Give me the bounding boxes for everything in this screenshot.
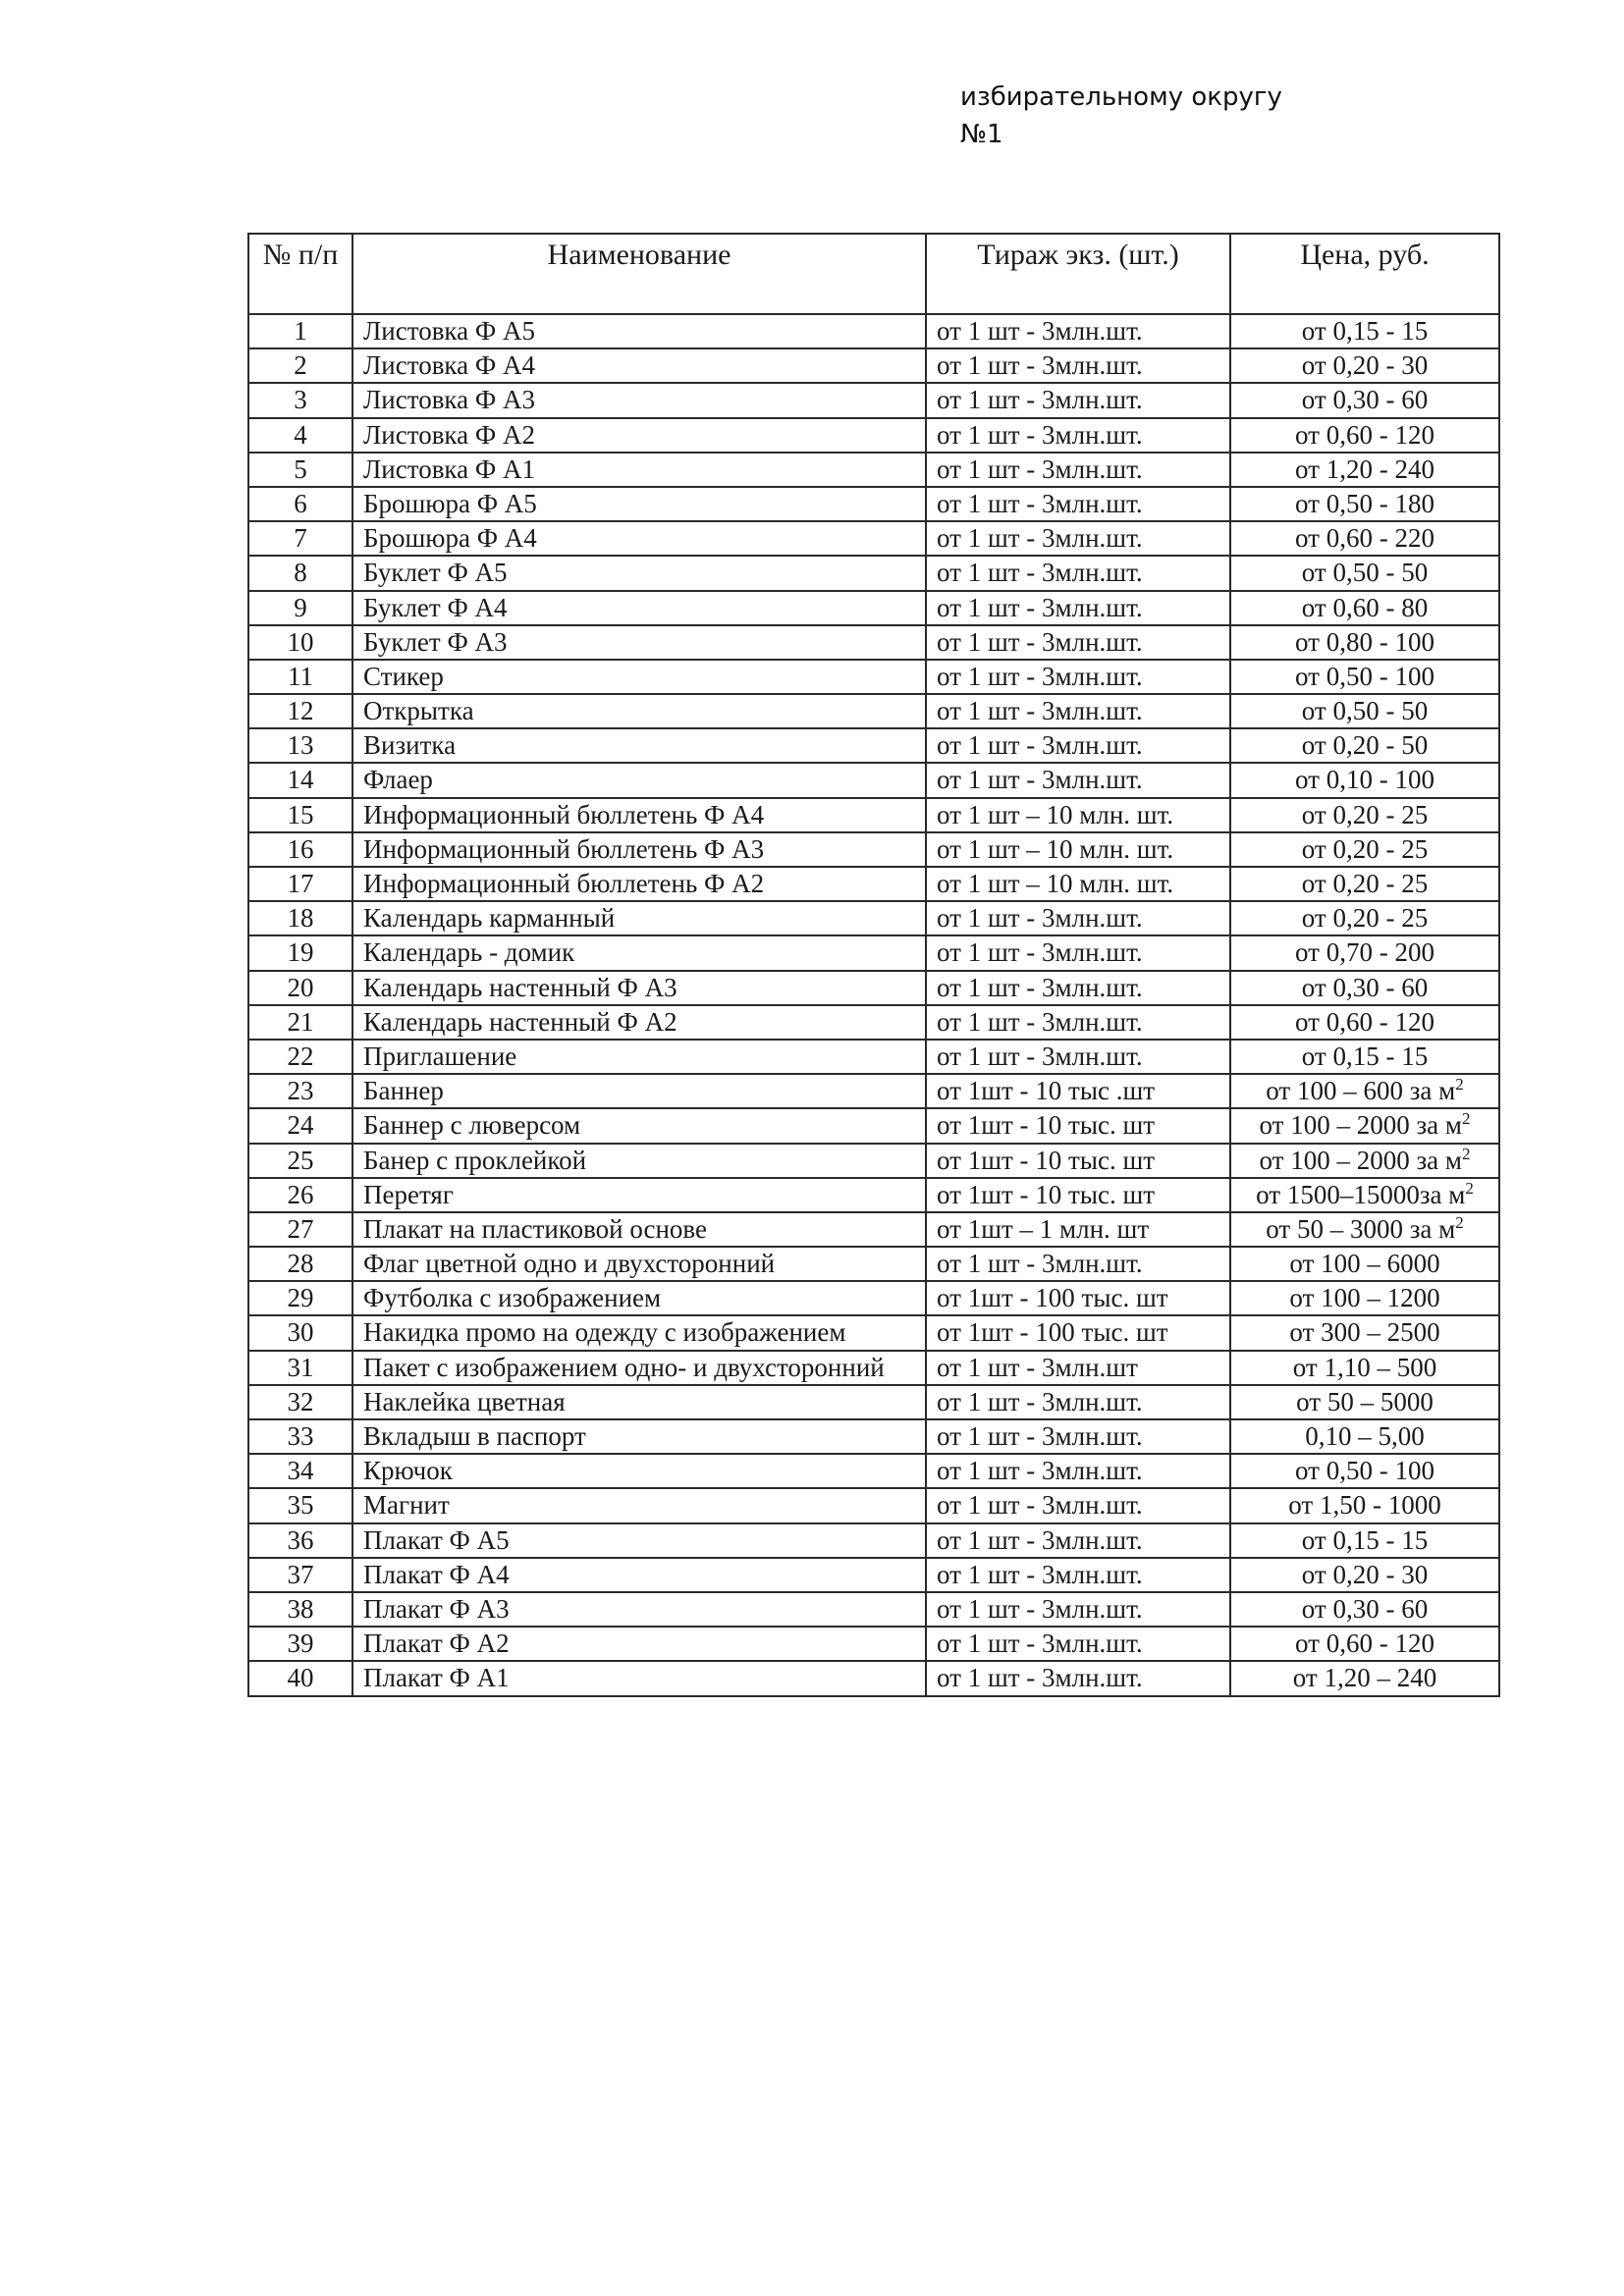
cell-price-text: от 100 – 2000 за м (1259, 1110, 1462, 1141)
cell-price: от 1,10 – 500 (1230, 1351, 1499, 1385)
cell-price: от 0,20 - 30 (1230, 1558, 1499, 1592)
unit-superscript: 2 (1465, 1178, 1474, 1198)
cell-price: от 0,60 - 120 (1230, 1005, 1499, 1040)
cell-num: 17 (248, 867, 352, 901)
table-row (248, 728, 1499, 763)
table-row (248, 971, 1499, 1005)
cell-name: Стикер (352, 660, 926, 694)
cell-price-text: от 100 – 2000 за м (1259, 1145, 1462, 1175)
table-row (248, 314, 1499, 348)
table-row (248, 1627, 1499, 1661)
cell-name: Магнит (352, 1488, 926, 1522)
table-row (248, 1005, 1499, 1040)
table-row (248, 1351, 1499, 1385)
table-row (248, 521, 1499, 556)
table-row (248, 1074, 1499, 1108)
cell-price-text: от 50 – 3000 за м (1266, 1213, 1456, 1244)
cell-name: Информационный бюллетень Ф А2 (352, 867, 926, 901)
table-row (248, 1661, 1499, 1695)
price-table (247, 233, 1500, 1697)
cell-num: 21 (248, 1005, 352, 1040)
cell-num: 24 (248, 1108, 352, 1143)
cell-run: от 1шт - 10 тыс. шт (926, 1108, 1230, 1143)
column-header-num: № п/п (248, 234, 352, 314)
header-note-line2: №1 (960, 120, 1003, 149)
cell-price: от 1,20 – 240 (1230, 1661, 1499, 1695)
cell-run: от 1 шт - 3млн.шт. (926, 1247, 1230, 1281)
cell-num: 33 (248, 1419, 352, 1454)
cell-num: 23 (248, 1074, 352, 1108)
table-row (248, 901, 1499, 935)
cell-run: от 1 шт - 3млн.шт. (926, 556, 1230, 590)
cell-run: от 1 шт - 3млн.шт. (926, 901, 1230, 935)
cell-run: от 1шт - 100 тыс. шт (926, 1315, 1230, 1350)
cell-num: 15 (248, 798, 352, 832)
cell-run: от 1 шт - 3млн.шт. (926, 728, 1230, 763)
table-row (248, 1108, 1499, 1143)
cell-name: Накидка промо на одежду с изображением (352, 1315, 926, 1350)
cell-price: от 100 – 1200 (1230, 1281, 1499, 1315)
cell-num: 30 (248, 1315, 352, 1350)
cell-run: от 1шт - 100 тыс. шт (926, 1281, 1230, 1315)
cell-num: 38 (248, 1592, 352, 1627)
cell-price: от 1,20 - 240 (1230, 453, 1499, 487)
table-body (248, 314, 1499, 1696)
header-note-line1: избирательному округу (960, 82, 1282, 112)
cell-num: 26 (248, 1178, 352, 1212)
table-row (248, 1592, 1499, 1627)
cell-run: от 1шт - 10 тыс. шт (926, 1144, 1230, 1178)
cell-num: 7 (248, 521, 352, 556)
cell-run: от 1 шт - 3млн.шт. (926, 521, 1230, 556)
cell-price (1230, 1108, 1499, 1143)
table-row (248, 1454, 1499, 1488)
cell-name: Листовка Ф А1 (352, 453, 926, 487)
cell-price: от 0,20 - 50 (1230, 728, 1499, 763)
cell-run: от 1 шт – 10 млн. шт. (926, 832, 1230, 867)
cell-run: от 1 шт – 10 млн. шт. (926, 798, 1230, 832)
cell-num: 39 (248, 1627, 352, 1661)
cell-name: Календарь карманный (352, 901, 926, 935)
cell-run: от 1 шт - 3млн.шт. (926, 1488, 1230, 1522)
table-row (248, 867, 1499, 901)
cell-price: от 0,50 - 100 (1230, 660, 1499, 694)
cell-price-text: от 100 – 600 за м (1266, 1076, 1456, 1106)
cell-price (1230, 1144, 1499, 1178)
cell-price (1230, 1178, 1499, 1212)
cell-name: Брошюра Ф А4 (352, 521, 926, 556)
cell-num: 16 (248, 832, 352, 867)
cell-price: от 0,50 - 50 (1230, 556, 1499, 590)
cell-price: от 0,60 - 120 (1230, 418, 1499, 453)
table-row (248, 625, 1499, 660)
cell-name: Футболка с изображением (352, 1281, 926, 1315)
table-row (248, 556, 1499, 590)
cell-run: от 1 шт - 3млн.шт. (926, 348, 1230, 383)
cell-name: Банер с проклейкой (352, 1144, 926, 1178)
cell-num: 13 (248, 728, 352, 763)
table-row (248, 1144, 1499, 1178)
cell-num: 1 (248, 314, 352, 348)
cell-name: Приглашение (352, 1040, 926, 1074)
column-header-price: Цена, руб. (1230, 234, 1499, 314)
cell-price: от 100 – 6000 (1230, 1247, 1499, 1281)
cell-num: 20 (248, 971, 352, 1005)
table-row (248, 660, 1499, 694)
cell-name: Флаг цветной одно и двухсторонний (352, 1247, 926, 1281)
cell-price: от 0,80 - 100 (1230, 625, 1499, 660)
cell-price: от 0,20 - 25 (1230, 867, 1499, 901)
table-row (248, 591, 1499, 625)
cell-name: Баннер (352, 1074, 926, 1108)
cell-price: от 0,10 - 100 (1230, 763, 1499, 797)
cell-name: Листовка Ф А3 (352, 383, 926, 417)
cell-run: от 1 шт - 3млн.шт. (926, 1005, 1230, 1040)
cell-run: от 1 шт - 3млн.шт. (926, 383, 1230, 417)
cell-run: от 1 шт - 3млн.шт. (926, 971, 1230, 1005)
cell-name: Баннер с люверсом (352, 1108, 926, 1143)
cell-price: от 0,15 - 15 (1230, 1040, 1499, 1074)
cell-name: Перетяг (352, 1178, 926, 1212)
cell-run: от 1 шт - 3млн.шт. (926, 591, 1230, 625)
table-row (248, 1281, 1499, 1315)
cell-num: 36 (248, 1523, 352, 1558)
table-row (248, 1212, 1499, 1247)
cell-price: от 0,15 - 15 (1230, 1523, 1499, 1558)
cell-price: от 0,30 - 60 (1230, 1592, 1499, 1627)
cell-num: 31 (248, 1351, 352, 1385)
cell-run: от 1 шт - 3млн.шт. (926, 1419, 1230, 1454)
cell-num: 3 (248, 383, 352, 417)
cell-price: от 0,15 - 15 (1230, 314, 1499, 348)
cell-num: 6 (248, 487, 352, 521)
cell-run: от 1 шт - 3млн.шт. (926, 625, 1230, 660)
cell-num: 18 (248, 901, 352, 935)
cell-name: Информационный бюллетень Ф А3 (352, 832, 926, 867)
cell-num: 4 (248, 418, 352, 453)
cell-price: 0,10 – 5,00 (1230, 1419, 1499, 1454)
cell-run: от 1 шт – 10 млн. шт. (926, 867, 1230, 901)
cell-name: Плакат Ф А5 (352, 1523, 926, 1558)
cell-name: Вкладыш в паспорт (352, 1419, 926, 1454)
cell-price: от 300 – 2500 (1230, 1315, 1499, 1350)
cell-num: 35 (248, 1488, 352, 1522)
cell-price: от 0,20 - 25 (1230, 901, 1499, 935)
cell-name: Плакат Ф А2 (352, 1627, 926, 1661)
cell-name: Информационный бюллетень Ф А4 (352, 798, 926, 832)
cell-price: от 0,60 - 120 (1230, 1627, 1499, 1661)
cell-run: от 1 шт - 3млн.шт. (926, 1661, 1230, 1695)
column-header-name: Наименование (352, 234, 926, 314)
cell-name: Листовка Ф А2 (352, 418, 926, 453)
table-row (248, 832, 1499, 867)
cell-name: Плакат на пластиковой основе (352, 1212, 926, 1247)
table-row (248, 348, 1499, 383)
cell-name: Листовка Ф А5 (352, 314, 926, 348)
table-row (248, 487, 1499, 521)
cell-name: Буклет Ф А3 (352, 625, 926, 660)
cell-price: от 0,60 - 80 (1230, 591, 1499, 625)
table-row (248, 1523, 1499, 1558)
unit-superscript: 2 (1455, 1212, 1464, 1232)
cell-price: от 0,70 - 200 (1230, 935, 1499, 970)
cell-num: 2 (248, 348, 352, 383)
cell-run: от 1 шт - 3млн.шт. (926, 1523, 1230, 1558)
cell-run: от 1 шт - 3млн.шт. (926, 1558, 1230, 1592)
cell-run: от 1 шт - 3млн.шт. (926, 487, 1230, 521)
cell-num: 8 (248, 556, 352, 590)
cell-price (1230, 1074, 1499, 1108)
table-row (248, 798, 1499, 832)
table-row (248, 1385, 1499, 1419)
table-header-row (248, 234, 1499, 314)
header-note (960, 79, 1282, 153)
cell-run: от 1шт - 10 тыс. шт (926, 1178, 1230, 1212)
cell-name: Визитка (352, 728, 926, 763)
cell-num: 11 (248, 660, 352, 694)
cell-run: от 1 шт - 3млн.шт. (926, 694, 1230, 728)
cell-num: 28 (248, 1247, 352, 1281)
cell-run: от 1 шт - 3млн.шт. (926, 314, 1230, 348)
table-row (248, 418, 1499, 453)
cell-num: 25 (248, 1144, 352, 1178)
cell-name: Буклет Ф А5 (352, 556, 926, 590)
cell-name: Крючок (352, 1454, 926, 1488)
cell-num: 19 (248, 935, 352, 970)
cell-run: от 1шт – 1 млн. шт (926, 1212, 1230, 1247)
cell-run: от 1 шт - 3млн.шт. (926, 660, 1230, 694)
table-row (248, 1558, 1499, 1592)
cell-price: от 1,50 - 1000 (1230, 1488, 1499, 1522)
cell-name: Плакат Ф А1 (352, 1661, 926, 1695)
cell-name: Открытка (352, 694, 926, 728)
cell-run: от 1 шт - 3млн.шт (926, 1351, 1230, 1385)
cell-run: от 1 шт - 3млн.шт. (926, 763, 1230, 797)
table-row (248, 453, 1499, 487)
cell-price: от 0,50 - 50 (1230, 694, 1499, 728)
cell-run: от 1 шт - 3млн.шт. (926, 1627, 1230, 1661)
cell-name: Календарь настенный Ф А2 (352, 1005, 926, 1040)
table-row (248, 383, 1499, 417)
unit-superscript: 2 (1461, 1144, 1471, 1163)
cell-name: Флаер (352, 763, 926, 797)
cell-price: от 0,30 - 60 (1230, 383, 1499, 417)
cell-run: от 1 шт - 3млн.шт. (926, 1592, 1230, 1627)
table-row (248, 694, 1499, 728)
cell-num: 40 (248, 1661, 352, 1695)
cell-price-text: от 1500–15000за м (1256, 1179, 1466, 1209)
cell-price: от 0,20 - 30 (1230, 348, 1499, 383)
cell-name: Брошюра Ф А5 (352, 487, 926, 521)
table-row (248, 1315, 1499, 1350)
cell-price: от 0,50 - 100 (1230, 1454, 1499, 1488)
cell-name: Календарь - домик (352, 935, 926, 970)
cell-num: 5 (248, 453, 352, 487)
table-row (248, 1178, 1499, 1212)
table-row (248, 1419, 1499, 1454)
cell-price: от 0,50 - 180 (1230, 487, 1499, 521)
table-row (248, 1247, 1499, 1281)
cell-price: от 0,20 - 25 (1230, 798, 1499, 832)
cell-run: от 1 шт - 3млн.шт. (926, 453, 1230, 487)
cell-num: 37 (248, 1558, 352, 1592)
unit-superscript: 2 (1461, 1109, 1471, 1129)
cell-price: от 0,30 - 60 (1230, 971, 1499, 1005)
cell-run: от 1шт - 10 тыс .шт (926, 1074, 1230, 1108)
cell-num: 14 (248, 763, 352, 797)
cell-num: 27 (248, 1212, 352, 1247)
cell-name: Листовка Ф А4 (352, 348, 926, 383)
table-row (248, 1040, 1499, 1074)
cell-name: Наклейка цветная (352, 1385, 926, 1419)
column-header-run: Тираж экз. (шт.) (926, 234, 1230, 314)
cell-run: от 1 шт - 3млн.шт. (926, 1454, 1230, 1488)
cell-run: от 1 шт - 3млн.шт. (926, 1040, 1230, 1074)
cell-name: Пакет с изображением одно- и двухсторонний (352, 1351, 926, 1385)
table-row (248, 935, 1499, 970)
cell-price: от 0,60 - 220 (1230, 521, 1499, 556)
cell-num: 9 (248, 591, 352, 625)
cell-run: от 1 шт - 3млн.шт. (926, 418, 1230, 453)
cell-name: Плакат Ф А4 (352, 1558, 926, 1592)
cell-num: 32 (248, 1385, 352, 1419)
cell-name: Плакат Ф А3 (352, 1592, 926, 1627)
cell-run: от 1 шт - 3млн.шт. (926, 1385, 1230, 1419)
cell-num: 29 (248, 1281, 352, 1315)
table-row (248, 763, 1499, 797)
cell-name: Календарь настенный Ф А3 (352, 971, 926, 1005)
cell-num: 10 (248, 625, 352, 660)
unit-superscript: 2 (1455, 1075, 1464, 1095)
cell-num: 12 (248, 694, 352, 728)
cell-num: 34 (248, 1454, 352, 1488)
cell-num: 22 (248, 1040, 352, 1074)
cell-price (1230, 1212, 1499, 1247)
cell-price: от 50 – 5000 (1230, 1385, 1499, 1419)
cell-name: Буклет Ф А4 (352, 591, 926, 625)
table-row (248, 1488, 1499, 1522)
cell-price: от 0,20 - 25 (1230, 832, 1499, 867)
cell-run: от 1 шт - 3млн.шт. (926, 935, 1230, 970)
